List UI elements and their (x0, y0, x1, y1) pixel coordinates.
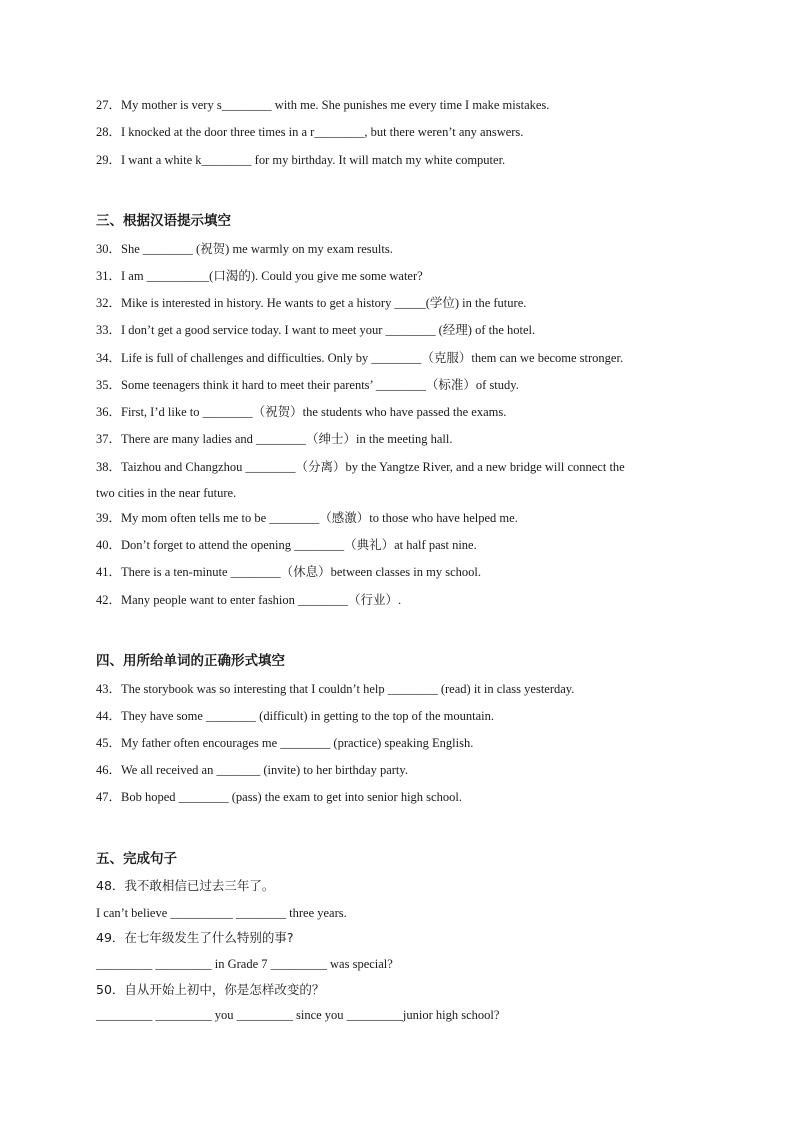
question-39: 39．My mom often tells me to be ________（感激）to those who have helped me. (96, 511, 518, 525)
question-27: 27．My mother is very s________ with me. She punishes me every time I make mistakes. (96, 98, 550, 112)
question-42: 42．Many people want to enter fashion ________（行业）. (96, 593, 402, 607)
question-35: 35．Some teenagers think it hard to meet their parents’ ________（标准）of study. (96, 378, 519, 392)
question-38-continued: two cities in the near future. (96, 486, 237, 500)
question-32: 32．Mike is interested in history. He wants to get a history _____(学位) in the future. (96, 296, 527, 310)
question-43: 43．The storybook was so interesting that I couldn’t help ________ (read) it in class yesterday. (96, 682, 575, 696)
question-29: 29．I want a white k________ for my birthday. It will match my white computer. (96, 153, 506, 167)
question-48-answer: I can’t believe __________ ________ three years. (96, 906, 347, 920)
question-48-prompt: 48．我不敢相信已过去三年了。 (96, 878, 275, 893)
question-28: 28．I knocked at the door three times in a r________, but there weren’t any answers. (96, 125, 524, 139)
question-31: 31．I am __________(口渴的). Could you give me some water? (96, 269, 423, 283)
question-36: 36．First, I’d like to ________（祝贺）the students who have passed the exams. (96, 405, 507, 419)
question-30: 30．She ________ (祝贺) me warmly on my exam results. (96, 242, 393, 256)
question-47: 47．Bob hoped ________ (pass) the exam to get into senior high school. (96, 790, 462, 804)
question-40: 40．Don’t forget to attend the opening ________（典礼）at half past nine. (96, 538, 477, 552)
section-4-heading: 四、用所给单词的正确形式填空 (96, 653, 285, 669)
question-33: 33．I don’t get a good service today. I want to meet your ________ (经理) of the hotel. (96, 323, 536, 337)
question-44: 44．They have some ________ (difficult) in getting to the top of the mountain. (96, 709, 494, 723)
question-46: 46．We all received an _______ (invite) to her birthday party. (96, 763, 408, 777)
section-3-heading: 三、根据汉语提示填空 (96, 213, 231, 229)
question-34: 34．Life is full of challenges and difficulties. Only by ________（克服）them can we become stronger. (96, 351, 624, 365)
question-41: 41．There is a ten-minute ________（休息）between classes in my school. (96, 565, 481, 579)
section-5-heading: 五、完成句子 (96, 851, 177, 867)
question-45: 45．My father often encourages me ________ (practice) speaking English. (96, 736, 474, 750)
question-37: 37．There are many ladies and ________（绅士）in the meeting hall. (96, 432, 453, 446)
question-38: 38．Taizhou and Changzhou ________（分离）by the Yangtze River, and a new bridge will connect the (96, 460, 625, 474)
question-50-prompt: 50．自从开始上初中，你是怎样改变的？ (96, 982, 325, 997)
question-49-prompt: 49．在七年级发生了什么特别的事? (96, 930, 294, 945)
question-49-answer: _________ _________ in Grade 7 _________ was special? (96, 957, 393, 971)
question-50-answer: _________ _________ you _________ since you _________junior high school? (96, 1008, 500, 1022)
